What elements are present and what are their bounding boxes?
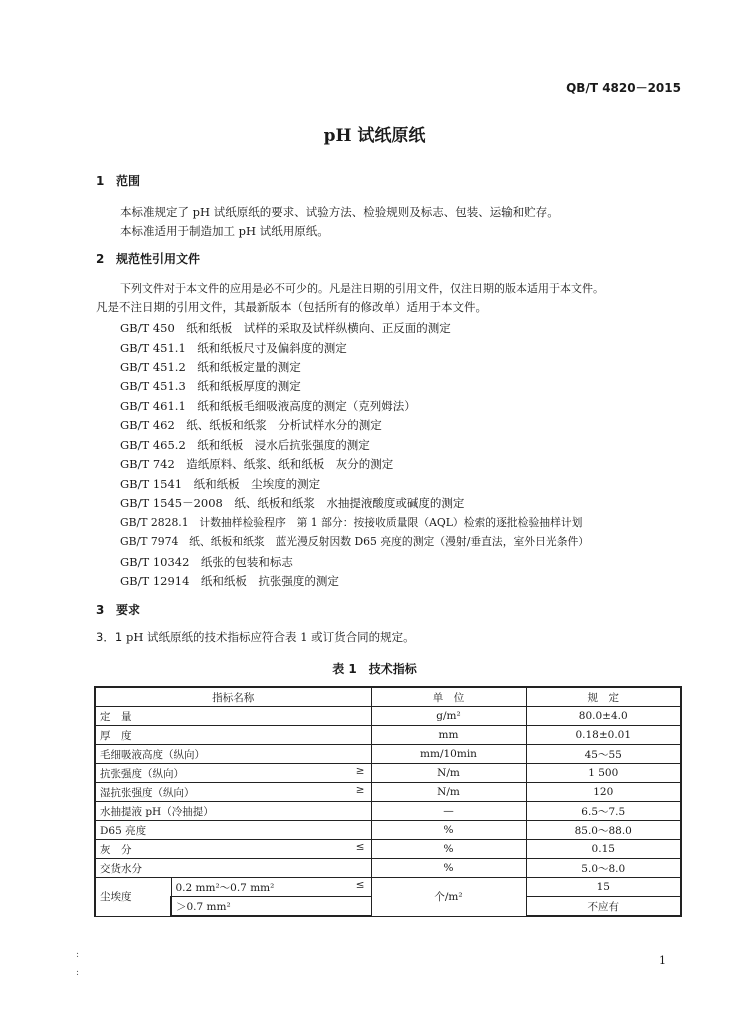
reference-item: GB/T 451.3 纸和纸板厚度的测定 xyxy=(120,379,301,393)
unit-cell: — xyxy=(371,802,526,821)
indicator-name-cell xyxy=(95,764,371,783)
value-cell: 85.0～88.0 xyxy=(526,821,681,840)
table-row xyxy=(95,840,681,859)
reference-item: GB/T 1541 纸和纸板 尘埃度的测定 xyxy=(120,477,321,491)
unit-cell: % xyxy=(371,821,526,840)
margin-mark: : xyxy=(76,950,80,960)
unit-cell: mm xyxy=(371,726,526,745)
unit-cell: 个/m² xyxy=(371,878,526,917)
value-cell: 0.18±0.01 xyxy=(526,726,681,745)
section-title: 要求 xyxy=(116,603,141,617)
comparison-symbol: ≥ xyxy=(355,784,365,796)
value-cell: 6.5～7.5 xyxy=(526,802,681,821)
value-cell: 120 xyxy=(526,783,681,802)
section-title: 范围 xyxy=(116,174,141,188)
indicator-name-cell xyxy=(95,859,371,878)
comparison-symbol: ≤ xyxy=(355,841,365,853)
unit-cell: % xyxy=(371,859,526,878)
reference-item: GB/T 1545－2008 纸、纸板和纸浆 水抽提液酸度或碱度的测定 xyxy=(120,496,465,510)
section-number: 3 xyxy=(96,603,105,617)
section-1-paragraph: 本标准适用于制造加工 pH 试纸用原纸。 xyxy=(120,224,329,238)
reference-item: GB/T 742 造纸原料、纸浆、纸和纸板 灰分的测定 xyxy=(120,457,394,471)
reference-item: GB/T 450 纸和纸板 试样的采取及试样纵横向、正反面的测定 xyxy=(120,321,451,335)
section-2-intro: 凡是不注日期的引用文件，其最新版本（包括所有的修改单）适用于本文件。 xyxy=(96,300,487,314)
section-title: 规范性引用文件 xyxy=(116,252,201,266)
table-row xyxy=(95,878,681,897)
table-row xyxy=(95,859,681,878)
indicator-name: 灰 分 xyxy=(100,843,132,856)
reference-item: GB/T 10342 纸张的包装和标志 xyxy=(120,555,293,569)
indicator-name: D65 亮度 xyxy=(100,824,147,837)
table-row xyxy=(95,707,681,726)
indicator-name: 毛细吸液高度（纵向） xyxy=(100,748,205,761)
section-1-paragraph: 本标准规定了 pH 试纸原纸的要求、试验方法、检验规则及标志、包装、运输和贮存。 xyxy=(120,205,559,219)
table-caption: 表 1 技术指标 xyxy=(332,662,417,676)
header-unit: 单 位 xyxy=(371,687,526,707)
indicator-name: 厚 度 xyxy=(100,729,132,742)
indicator-name: 抗张强度（纵向） xyxy=(100,767,184,780)
value-cell: 不应有 xyxy=(526,897,681,917)
table-row xyxy=(95,764,681,783)
indicator-name-cell xyxy=(95,745,371,764)
section-2-intro: 下列文件对于本文件的应用是必不可少的。凡是注日期的引用文件，仅注日期的版本适用于本文件。 xyxy=(120,282,604,295)
header-indicator-name: 指标名称 xyxy=(95,687,371,707)
page-number: 1 xyxy=(659,954,666,967)
reference-item: GB/T 461.1 纸和纸板毛细吸液高度的测定（克列姆法） xyxy=(120,399,416,413)
table-row xyxy=(95,802,681,821)
value-cell: 15 xyxy=(526,878,681,897)
indicator-name-cell xyxy=(95,783,371,802)
reference-item: GB/T 451.2 纸和纸板定量的测定 xyxy=(120,360,301,374)
section-number: 2 xyxy=(96,252,105,266)
value-cell: 1 500 xyxy=(526,764,681,783)
value-cell: 80.0±4.0 xyxy=(526,707,681,726)
reference-item: GB/T 451.1 纸和纸板尺寸及偏斜度的测定 xyxy=(120,341,347,355)
indicator-name-cell xyxy=(95,840,371,859)
dust-range: ＞0.7 mm² xyxy=(176,900,231,913)
table-header-row xyxy=(95,687,681,707)
indicator-name-cell xyxy=(95,726,371,745)
table-row xyxy=(95,726,681,745)
unit-cell: g/m² xyxy=(371,707,526,726)
reference-item: GB/T 462 纸、纸板和纸浆 分析试样水分的测定 xyxy=(120,418,382,432)
indicator-name-cell xyxy=(95,802,371,821)
indicator-name: 湿抗张强度（纵向） xyxy=(100,786,195,799)
indicator-name: 定 量 xyxy=(100,710,132,723)
margin-mark: : xyxy=(76,968,80,978)
standard-code: QB/T 4820－2015 xyxy=(566,81,681,95)
reference-item: GB/T 2828.1 计数抽样检验程序 第 1 部分：按接收质量限（AQL）检索的逐批检验抽样计划 xyxy=(120,516,583,529)
indicator-name-cell xyxy=(95,821,371,840)
dust-range-cell xyxy=(171,897,371,917)
indicator-name-cell xyxy=(95,707,371,726)
unit-cell: N/m xyxy=(371,783,526,802)
table-row xyxy=(95,821,681,840)
clause-number: 3．1 xyxy=(96,630,123,644)
comparison-symbol: ≥ xyxy=(355,765,365,777)
value-cell: 0.15 xyxy=(526,840,681,859)
section-1-heading xyxy=(96,172,140,189)
unit-cell: mm/10min xyxy=(371,745,526,764)
header-requirement: 规 定 xyxy=(526,687,681,707)
dust-range-cell xyxy=(171,878,371,897)
table-row xyxy=(95,745,681,764)
value-cell: 5.0～8.0 xyxy=(526,859,681,878)
technical-spec-table xyxy=(94,686,682,917)
section-2-heading xyxy=(96,250,200,267)
dust-name-cell: 尘埃度 xyxy=(95,878,171,917)
clause-text: pH 试纸原纸的技术指标应符合表 1 或订货合同的规定。 xyxy=(126,630,415,644)
section-number: 1 xyxy=(96,174,105,188)
document-title: pH 试纸原纸 xyxy=(323,126,426,146)
indicator-name: 水抽提液 pH（冷抽提） xyxy=(100,805,214,818)
reference-item: GB/T 12914 纸和纸板 抗张强度的测定 xyxy=(120,574,339,588)
table-row xyxy=(95,783,681,802)
value-cell: 45～55 xyxy=(526,745,681,764)
unit-cell: % xyxy=(371,840,526,859)
reference-item: GB/T 7974 纸、纸板和纸浆 蓝光漫反射因数 D65 亮度的测定（漫射/垂直法，室外日光条件） xyxy=(120,535,590,548)
section-3-heading xyxy=(96,601,140,618)
unit-cell: N/m xyxy=(371,764,526,783)
reference-item: GB/T 465.2 纸和纸板 浸水后抗张强度的测定 xyxy=(120,438,370,452)
dust-range: 0.2 mm²～0.7 mm² xyxy=(175,881,275,894)
comparison-symbol: ≤ xyxy=(355,879,365,891)
indicator-name: 交货水分 xyxy=(100,862,142,875)
clause-3-1 xyxy=(96,628,415,647)
